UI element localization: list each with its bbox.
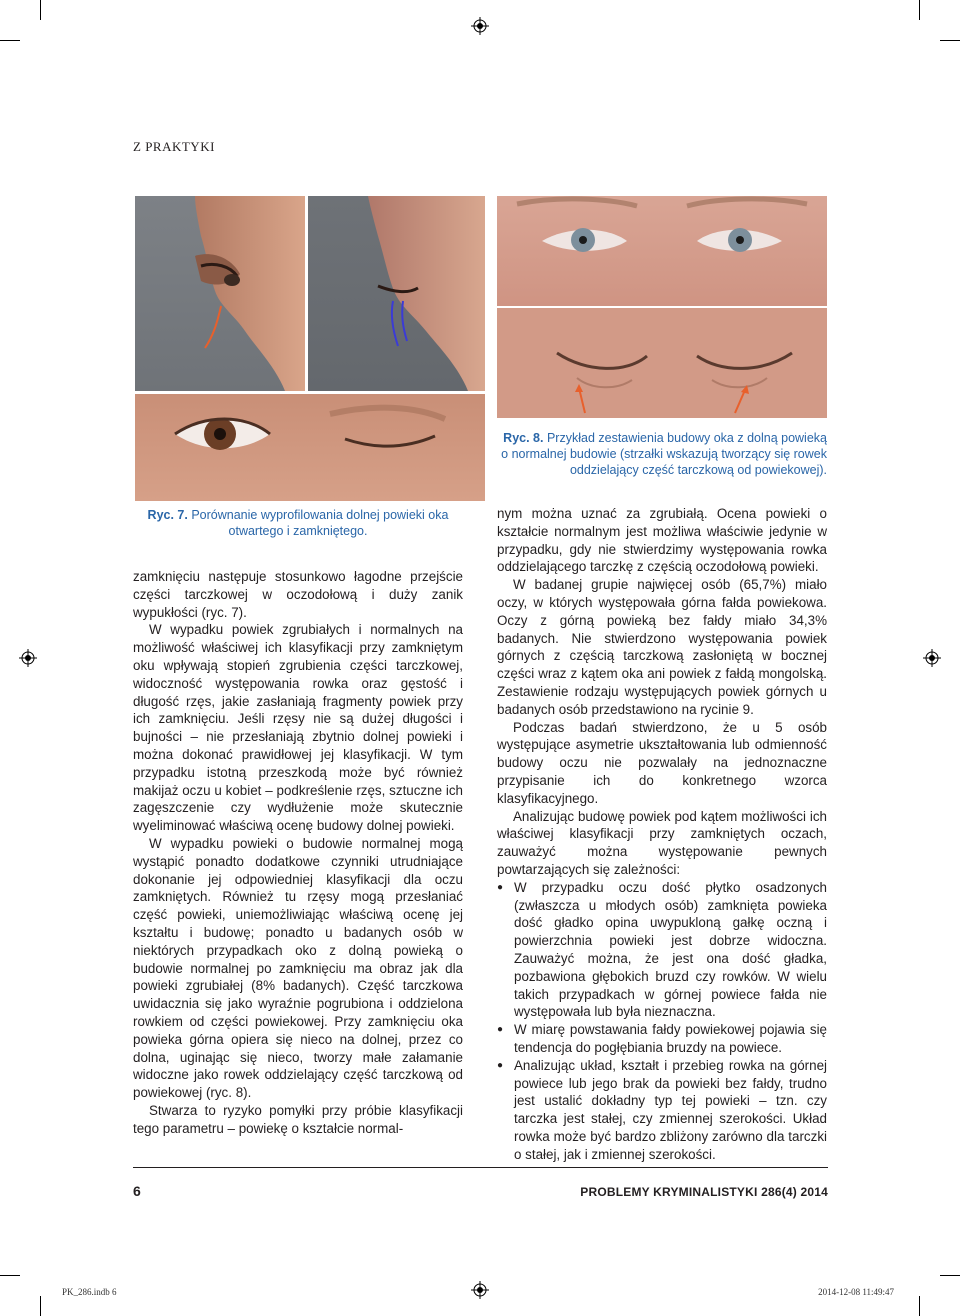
photo-frontal-eyes-open bbox=[497, 196, 827, 306]
paragraph: W wypadku powieki o budowie normalnej mogą wystąpić ponadto dodatkowe czynniki utrudniające dokonanie jej odpowiedniej klasyfikacji dla oczu zamkniętych. Również tu rzęsy mogą przesłaniać część powieki, uniemożliwiając właściwą ocenę jej kształtu i budowę; ponadto u badanych osób w niektórych przypadkach oko z dolną powieką o budowie normalnej po zamknięciu ma obraz jak dla powieki zgrubiałej (8% badanych). Część tarczkowa uwidacznia się jako wyraźnie pogrubiona i oddzielona rowkiem od części powiekowej. Przy zamknięciu oka powieka górna opiera się nieco na dolnej, przez co dolna, uginając się nieco, tworzy małe załamanie widoczne jako rowek oddzielający część tarczkową od powiekowej (ryc. 8). bbox=[133, 835, 463, 1101]
paragraph: W badanej grupie najwięcej osób (65,7%) miało oczy, w których występowała górna fałda powiekowa. Oczy z górną powieką bez fałdy miało 34,3% badanych. Nie stwierdzono występowania powiek górnych z częścią tarczkową zasłoniętą w bocznej części wraz z kątem oka ani powiek z fałdą mongolską. Zestawienie rodzaju występujących powiek górnych u badanych osób przedstawiono na rycinie 9. bbox=[497, 577, 827, 717]
bullet-list bbox=[497, 879, 827, 1164]
crop-mark bbox=[0, 1275, 20, 1276]
left-column bbox=[133, 568, 463, 1138]
crop-mark bbox=[940, 1275, 960, 1276]
crop-mark bbox=[940, 40, 960, 41]
figure-7-label: Ryc. 7. bbox=[147, 508, 188, 522]
list-item: ● Analizując układ, kształt i przebieg rowka na górnej powiece lub jego brak da powieki bez fałdy, trudno jest ustalić dokładny typ tej powieki – tzn. czy tarczka jest stałej, czy zmiennej szerokości. Układ rowka może być bardzo zbliżony zarówno dla tarczki o stałej, jak i zmiennej szerokości. bbox=[497, 1057, 827, 1164]
crop-mark bbox=[919, 0, 920, 20]
print-slug-date: 2014-12-08 11:49:47 bbox=[818, 1287, 894, 1297]
crop-mark bbox=[40, 1296, 41, 1316]
registration-mark-icon bbox=[923, 649, 941, 667]
photo-profile-open-eye bbox=[135, 196, 305, 391]
figure-7-text: Porównanie wyprofilowania dolnej powieki oka otwartego i zamkniętego. bbox=[191, 508, 449, 538]
registration-mark-icon bbox=[471, 17, 489, 35]
list-item: ● W przypadku oczu dość płytko osadzonych (zwłaszcza u młodych osób) zamknięta powieka dość gładko opina uwypukloną gałkę oczną i powierzchnia powieki jest dobrze widoczna. Zauważyć można, że jest ona dość gładka, pozbawiona głębokich bruzd czy rowków. W wielu takich przypadkach w górnej powiece fałda nie występowała lub była nieznaczna. bbox=[497, 879, 827, 1021]
registration-mark-icon bbox=[19, 649, 37, 667]
page-number: 6 bbox=[133, 1183, 141, 1199]
figure-8-text: Przykład zestawienia budowy oka z dolną powieką o normalnej budowie (strzałki wskazują tworzący się rowek oddzielający część tarczkową od powiekowej). bbox=[501, 431, 827, 477]
photo-profile-closed-eye bbox=[308, 196, 485, 391]
paragraph: zamknięciu następuje stosunkowo łagodne przejście części tarczkowej w oczodołową i duży zanik wypukłości (ryc. 7). bbox=[133, 569, 463, 620]
paragraph: W wypadku powiek zgrubiałych i normalnych na możliwość właściwej ich klasyfikacji przy zamkniętym oku wpływają stopień zgrubienia części tarczkowej, widoczność występowania rowka oraz gęstość i długość rzęs, jakie zasłaniają fragmenty powiek przy ich zamknięciu. Jeśli rzęsy nie są dużej długości i bujności – nie przesłaniają zbytnio dolnej powieki i można dokonać prawidłowej jej klasyfikacji. W tym przypadku istotną przeszkodą może być również makijaż oczu u kobiet – podkreślenie rzęs, sztuczne ich zagęszczenie czy wydłużenie może skutecznie wyeliminować właściwą ocenę budowy dolnej powieki. bbox=[133, 622, 463, 834]
list-item: ● W miarę powstawania fałdy powiekowej pojawia się tendencja do pogłębiania bruzdy na powiece. bbox=[497, 1021, 827, 1057]
journal-title: PROBLEMY KRYMINALISTYKI 286(4) 2014 bbox=[580, 1185, 828, 1199]
figure-8-label: Ryc. 8. bbox=[503, 431, 544, 445]
registration-mark-icon bbox=[471, 1281, 489, 1299]
paragraph: nym można uznać za zgrubiałą. Ocena powieki o kształcie normalnym jest możliwa właściwie jedynie w przypadku, gdy nie stwierdzimy występowania rowka oddzielającego tarczkę z częścią oczodołową powieki. bbox=[497, 506, 827, 575]
paragraph: Podczas badań stwierdzono, że u 5 osób występujące asymetrie ukształtowania lub odmienność budowy oczu nie pozwalały na jednoznaczne przypisanie ich do konkretnego wzorca klasyfikacyjnego. bbox=[497, 719, 827, 806]
figure-7-caption bbox=[133, 507, 463, 539]
print-slug-file: PK_286.indb 6 bbox=[62, 1287, 117, 1297]
crop-mark bbox=[0, 40, 20, 41]
section-header: Z PRAKTYKI bbox=[133, 139, 215, 154]
paragraph: Analizując budowę powiek pod kątem możliwości ich właściwej klasyfikacji przy zamkniętych oczach, zauważyć można występowanie pewnych powtarzających się zależności: bbox=[497, 808, 827, 877]
paragraph: Stwarza to ryzyko pomyłki przy próbie klasyfikacji tego parametru – powiekę o kształcie normal- bbox=[133, 1102, 463, 1136]
photo-frontal-one-eye-open bbox=[135, 394, 485, 501]
figure-8-caption bbox=[497, 430, 827, 478]
crop-mark bbox=[919, 1296, 920, 1316]
photo-frontal-eyes-closed bbox=[497, 308, 827, 418]
footer-divider bbox=[133, 1167, 828, 1168]
right-column bbox=[497, 505, 827, 1163]
crop-mark bbox=[40, 0, 41, 20]
